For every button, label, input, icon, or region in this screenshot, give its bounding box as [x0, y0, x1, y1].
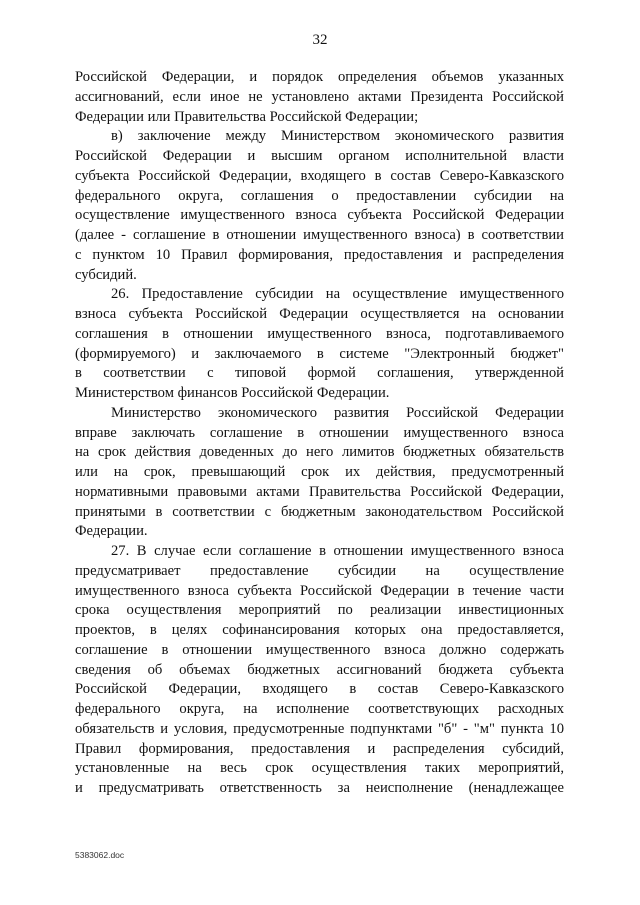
text-line: или на срок, превышающий срок их действия, предусмотренный — [75, 464, 564, 480]
text-line: Российской Федерации, и порядок определения объемов указанных — [75, 69, 564, 85]
text-line: Правил формирования, предоставления и распределения субсидий, — [75, 740, 564, 757]
text-line: Российской Федерации, входящего в состав Северо-Кавказского — [75, 681, 564, 698]
text-line: в) заключение между Министерством экономического развития — [111, 128, 564, 145]
text-line: принятыми в соответствии с бюджетным законодательством Российской — [75, 503, 564, 520]
text-line: и предусматривать ответственность за неисполнение (ненадлежащее — [75, 780, 564, 796]
text-line: федерального округа, соглашения о предоставлении субсидии на — [75, 187, 564, 204]
file-name-footer: 5383062.doc — [75, 850, 125, 860]
text-line: Российской Федерации и высшим органом исполнительной власти — [75, 148, 564, 164]
text-line: (далее - соглашение в отношении имущественного взноса) в соответствии — [75, 227, 564, 243]
text-line: имущественного взноса субъекта Российской Федерации в течение части — [75, 582, 564, 599]
text-line: предусматривает предоставление субсидии на осуществление — [75, 562, 564, 579]
text-line: сведения об объемах бюджетных ассигнований бюджета субъекта — [75, 661, 564, 678]
text-line: осуществление имущественного взноса субъекта Российской Федерации — [75, 207, 564, 224]
text-line: обязательств и условия, предусмотренные подпунктами "б" - "м" пункта 10 — [75, 720, 564, 737]
text-line: Министерством финансов Российской Федерации. — [75, 385, 390, 401]
text-line: нормативными правовыми актами Правительства Российской Федерации, — [75, 483, 564, 500]
text-line: в соответствии с типовой формой соглашения, утвержденной — [75, 365, 564, 382]
text-line: вправе заключать соглашение в отношении имущественного взноса — [75, 424, 564, 441]
text-line: Министерство экономического развития Российской Федерации — [111, 404, 564, 421]
text-line: Федерации. — [75, 523, 148, 540]
text-line: установленные на весь срок осуществления таких мероприятий, — [75, 760, 564, 777]
text-line: с пунктом 10 Правил формирования, предоставления и распределения — [75, 246, 564, 263]
text-line: взноса субъекта Российской Федерации осуществляется на основании — [75, 306, 564, 322]
text-line: ассигнований, если иное не установлено актами Президента Российской — [75, 88, 564, 105]
text-line: 26. Предоставление субсидии на осуществление имущественного — [111, 286, 564, 303]
text-line: 27. В случае если соглашение в отношении имущественного взноса — [111, 543, 564, 559]
text-line: проектов, в целях софинансирования которых она предоставляется, — [75, 622, 564, 638]
page-number: 32 — [312, 32, 328, 48]
text-line: субъекта Российской Федерации, входящего в состав Северо-Кавказского — [75, 167, 564, 184]
text-line: субсидий. — [75, 266, 137, 283]
text-line: Федерации или Правительства Российской Федерации; — [75, 108, 419, 125]
text-line: на срок действия доведенных до него лимитов бюджетных обязательств — [75, 444, 564, 461]
document-body — [75, 68, 564, 799]
text-line: соглашение в отношении имущественного взноса должно содержать — [75, 641, 564, 658]
text-line: соглашения в отношении имущественного взноса, подготавливаемого — [75, 325, 564, 342]
text-line: федерального округа, на исполнение соответствующих расходных — [75, 701, 564, 717]
text-line: срока осуществления мероприятий по реализации инвестиционных — [75, 602, 564, 619]
text-line: (формируемого) и заключаемого в системе "Электронный бюджет" — [75, 345, 564, 362]
